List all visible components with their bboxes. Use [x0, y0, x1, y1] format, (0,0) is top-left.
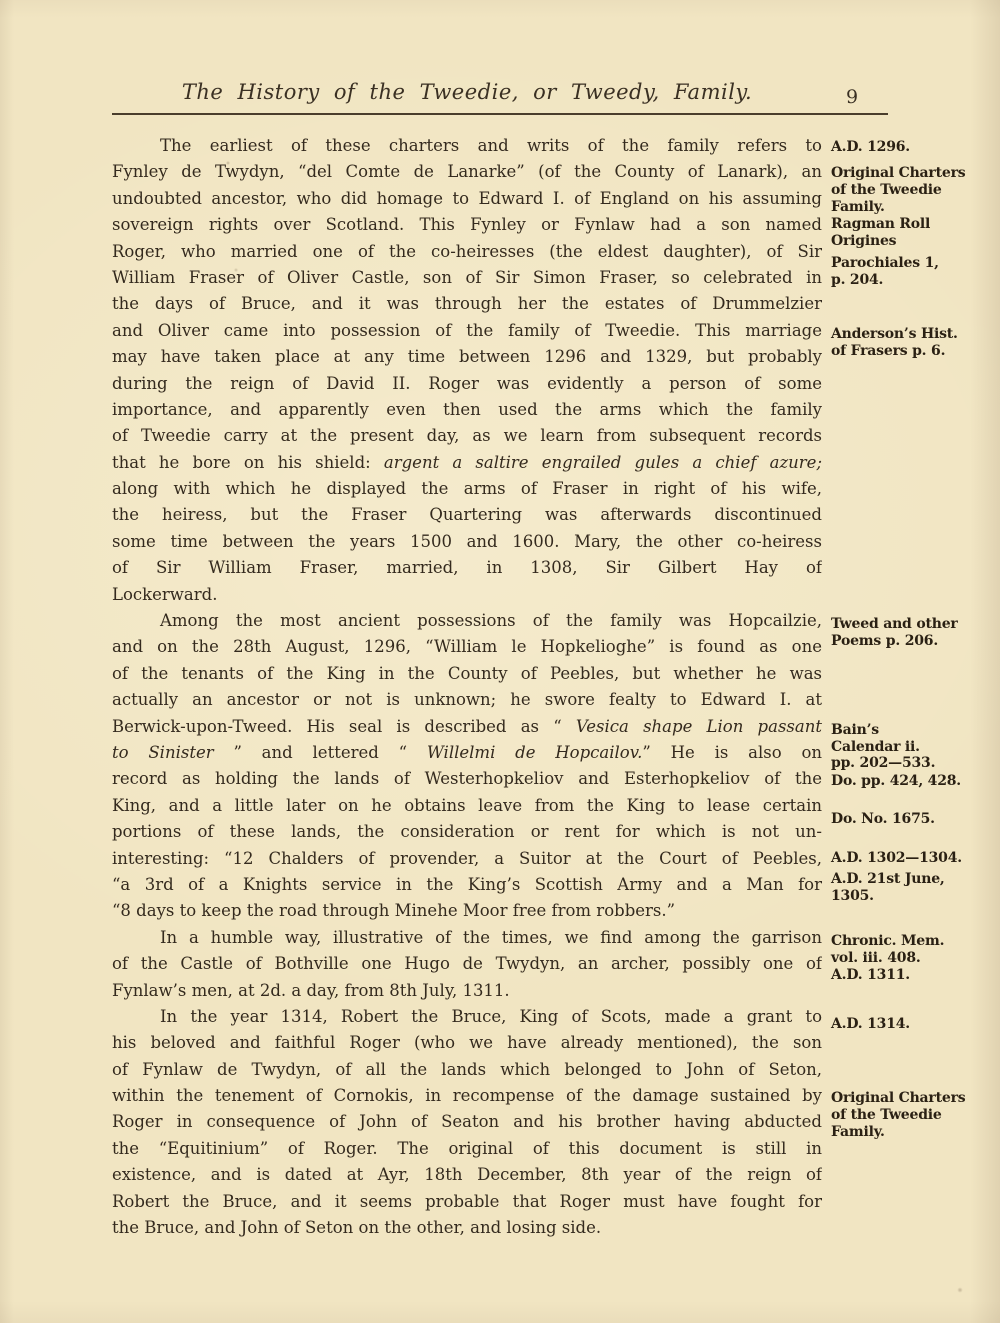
margin-note-line: of Frasers p. 6. [831, 342, 946, 359]
body-line [112, 423, 822, 449]
body-line [112, 239, 822, 265]
body-line [112, 740, 822, 766]
body-segment: of Sir William Fraser, married, in 1308, Sir Gilbert Hay of [112, 558, 822, 578]
margin-note-line: Original Charters [831, 165, 966, 182]
body-line [112, 608, 822, 634]
body-segment: “8 days to keep the road through Minehe Moor free from robbers.” [112, 901, 676, 921]
margin-note-line: pp. 202—533. [831, 755, 936, 772]
body-segment: William Fraser of Oliver Castle, son of Sir Simon Fraser, so celebrated in [112, 267, 822, 287]
body-line [112, 186, 822, 212]
body-segment: King, and a little later on he obtains leave from the King to lease certain [112, 795, 822, 815]
body-segment: existence, and is dated at Ayr, 18th December, 8th year of the reign of [112, 1165, 822, 1185]
body-line [112, 1057, 822, 1083]
body-segment: Fynley de Twydyn, “del Comte de Lanarke” (of the County of Lanark), an [112, 162, 822, 182]
body-line [112, 291, 822, 317]
body-segment: of Tweedie carry at the present day, as we learn from subsequent records [112, 426, 822, 446]
body-segment: the Bruce, and John of Seton on the other, and losing side. [112, 1218, 602, 1238]
body-line [112, 133, 822, 159]
margin-note-line: Do. No. 1675. [831, 811, 935, 827]
body-segment: of the Castle of Bothville one Hugo de Twydyn, an archer, possibly one of [112, 954, 822, 974]
body-line [112, 582, 822, 608]
body-line [112, 1109, 822, 1135]
margin-note-line: Tweed and other [831, 616, 958, 633]
body-line [112, 502, 822, 528]
body-segment: Roger, who married one of the co-heiresses (the eldest daughter), of Sir [112, 241, 822, 261]
body-segment: the “Equitinium” of Roger. The original of this document is still in [112, 1138, 822, 1158]
body-line [112, 1136, 822, 1162]
margin-note-line: Calendar ii. [831, 738, 920, 755]
body-segment: that he bore on his shield: [112, 452, 384, 472]
body-segment: of Fynlaw de Twydyn, of all the lands which belonged to John of Seton, [112, 1059, 822, 1079]
body-line [112, 476, 822, 502]
margin-note-line: Anderson’s Hist. [831, 325, 958, 342]
body-line [112, 1189, 822, 1215]
body-segment: Roger in consequence of John of Seaton and his brother having abducted [112, 1112, 822, 1132]
body-segment: the heiress, but the Fraser Quartering was afterwards discontinued [112, 505, 822, 525]
margin-note-line: A.D. 1296. [831, 139, 910, 155]
margin-note-line: Family. [831, 198, 885, 215]
body-italic-segment: Vesica shape Lion passant [575, 716, 822, 736]
page-number: 9 [846, 86, 859, 108]
body-segment: Robert the Bruce, and it seems probable that Roger must have fought for [112, 1191, 822, 1211]
margin-note-line: Do. pp. 424, 428. [831, 772, 961, 789]
body-segment: Berwick-upon-Tweed. His seal is described as “ [112, 716, 576, 736]
body-segment: and on the 28th August, 1296, “William le Hopkelioghe” is found as one [112, 637, 822, 657]
body-line [112, 634, 822, 660]
margin-note-line: Original Charters [831, 1090, 966, 1107]
body-line [112, 1215, 822, 1241]
body-line [112, 529, 822, 555]
margin-note-line: of the Tweedie [831, 1107, 942, 1124]
margin-note-line: p. 204. [831, 272, 884, 288]
body-line [112, 450, 822, 476]
body-segment: actually an ancestor or not is unknown; he swore fealty to Edward I. at [112, 690, 822, 710]
body-line [112, 318, 822, 344]
margin-note-line: Parochiales 1, [831, 254, 939, 271]
body-line [112, 714, 822, 740]
body-segment: within the tenement of Cornokis, in recompense of the damage sustained by [112, 1086, 822, 1106]
body-segment: some time between the years 1500 and 1600. Mary, the other co-heiress [112, 531, 822, 551]
body-segment: undoubted ancestor, who did homage to Edward I. of England on his assuming [112, 188, 822, 208]
margin-note-line: A.D. 1314. [831, 1016, 910, 1033]
body-line [112, 371, 822, 397]
body-segment: sovereign rights over Scotland. This Fynley or Fynlaw had a son named [112, 215, 822, 235]
body-line [112, 846, 822, 872]
body-segment: during the reign of David II. Roger was evidently a person of some [112, 373, 822, 393]
body-segment: his beloved and faithful Roger (who we have already mentioned), the son [112, 1033, 822, 1053]
margin-note-line: Bain’s [831, 721, 879, 738]
body-text [112, 133, 822, 1241]
margin-note-line: A.D. 21st June, [831, 871, 945, 888]
body-segment: The earliest of these charters and writs of the family refers to [160, 136, 822, 155]
margin-note-line: Origines [831, 232, 897, 249]
body-line [112, 159, 822, 185]
body-segment: record as holding the lands of Westerhopkeliov and Esterhopkeliov of the [112, 769, 822, 789]
body-line [112, 951, 822, 977]
body-segment: Fynlaw’s men, at 2d. a day, from 8th July, 1311. [112, 980, 510, 1000]
body-segment: Lockerward. [112, 584, 218, 604]
body-segment: may have taken place at any time between 1296 and 1329, but probably [112, 347, 822, 367]
header-rule [112, 113, 888, 115]
page-header-title: The History of the Tweedie, or Tweedy, Family. [181, 80, 753, 104]
body-line [112, 661, 822, 687]
body-line [112, 766, 822, 792]
body-segment: ” He is also on [642, 742, 822, 762]
body-segment: interesting: “12 Chalders of provender, a Suitor at the Court of Peebles, [112, 848, 822, 868]
margin-note-line: Chronic. Mem. [831, 933, 945, 949]
margin-note-line: A.D. 1311. [831, 966, 910, 983]
body-line [112, 344, 822, 370]
margin-note-line: Ragman Roll [831, 216, 931, 233]
body-line [112, 819, 822, 845]
body-line [112, 978, 822, 1004]
body-line [112, 687, 822, 713]
body-segment: ” and lettered “ [213, 742, 427, 762]
margin-note-line: Family. [831, 1123, 885, 1140]
body-line [112, 1083, 822, 1109]
body-italic-segment: Willelmi de Hopcailov. [426, 742, 643, 762]
margin-note-line: of the Tweedie [831, 182, 942, 199]
body-segment: In a humble way, illustrative of the times, we find among the garrison [160, 927, 822, 947]
body-segment: and Oliver came into possession of the family of Tweedie. This marriage [112, 320, 822, 340]
margin-note-line: Poems p. 206. [831, 632, 939, 649]
body-line [112, 1030, 822, 1056]
body-line [112, 212, 822, 238]
body-line [112, 898, 822, 924]
body-segment: Among the most ancient possessions of the family was Hopcailzie, [160, 611, 822, 631]
body-segment: the days of Bruce, and it was through her the estates of Drummelzier [112, 294, 822, 314]
body-italic-segment: argent a saltire engrailed gules a chief azure; [383, 452, 822, 472]
body-italic-segment: to Sinister [112, 742, 214, 762]
body-line [112, 1162, 822, 1188]
margin-note-line: vol. iii. 408. [831, 949, 921, 966]
body-line [112, 555, 822, 581]
body-segment: along with which he displayed the arms of Fraser in right of his wife, [112, 479, 822, 499]
body-line [112, 793, 822, 819]
body-segment: In the year 1314, Robert the Bruce, King of Scots, made a grant to [160, 1006, 822, 1026]
body-line [112, 1004, 822, 1030]
margin-note-line: A.D. 1302—1304. [831, 849, 962, 866]
body-line [112, 925, 822, 951]
body-segment: of the tenants of the King in the County of Peebles, but whether he was [112, 663, 822, 683]
body-segment: importance, and apparently even then used the arms which the family [112, 399, 822, 419]
body-segment: “a 3rd of a Knights service in the King’s Scottish Army and a Man for [112, 874, 822, 894]
body-line [112, 872, 822, 898]
body-line [112, 397, 822, 423]
body-segment: portions of these lands, the consideration or rent for which is not un- [112, 822, 822, 842]
body-line [112, 265, 822, 291]
margin-note-line: 1305. [831, 887, 874, 904]
